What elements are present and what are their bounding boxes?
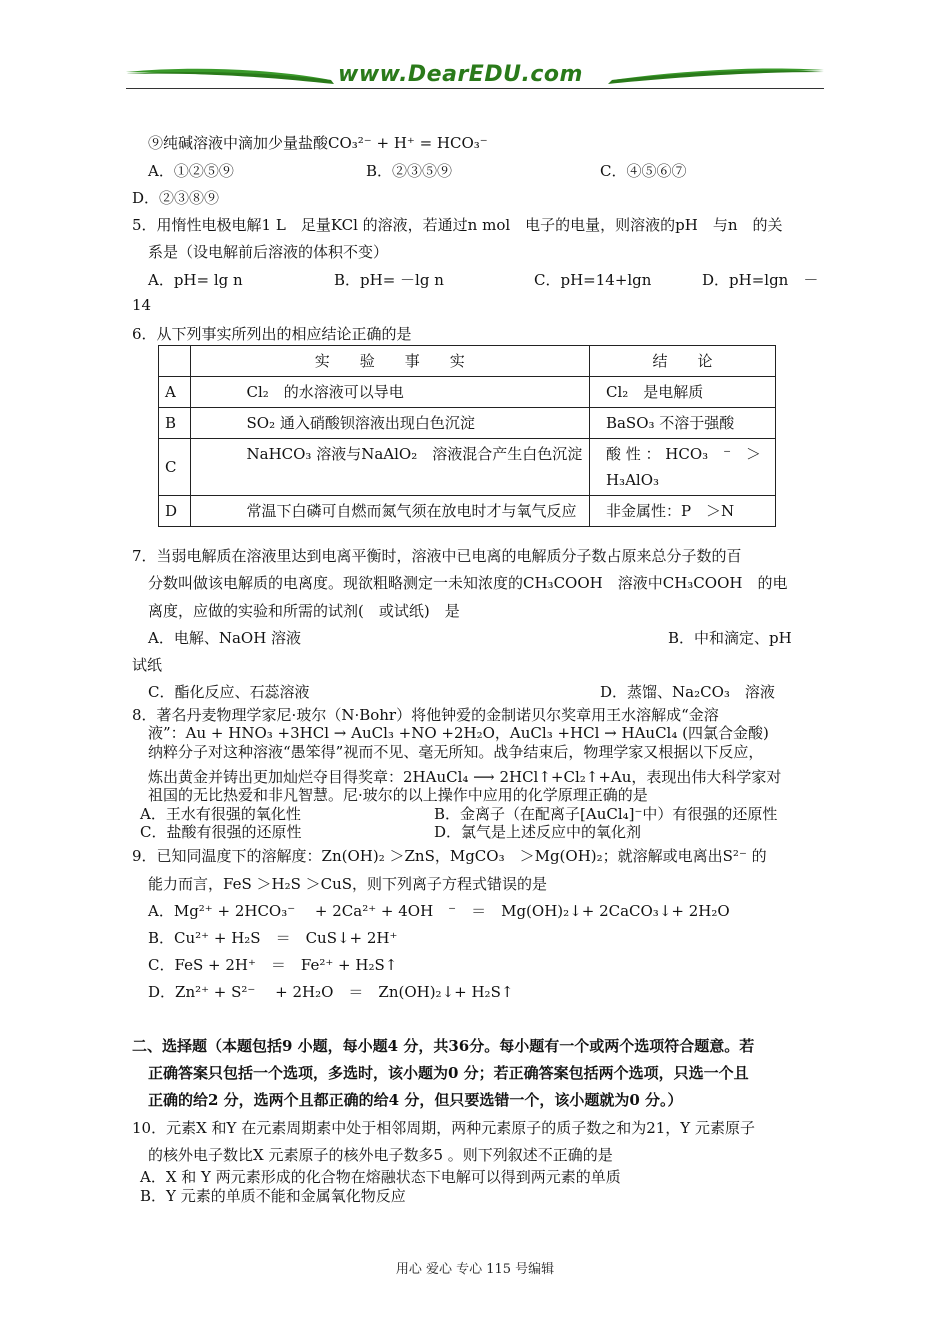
- fact-cell: Cl₂ 的水溶液可以导电: [190, 377, 589, 408]
- q7-option-a: A．电解、NaOH 溶液: [148, 629, 302, 647]
- q7-stem-1: 7．当弱电解质在溶液里达到电离平衡时，溶液中已电离的电解质分子数占原来总分子数的百: [132, 547, 742, 565]
- q8-option-b: B．金离子（在配离子[AuCl₄]⁻中）有很强的还原性: [434, 805, 778, 823]
- q5-option-b: B．pH= －lg n: [334, 271, 444, 289]
- section-2-heading-1: 二、选择题（本题包括9 小题，每小题4 分，共36分。每小题有一个或两个选项符合题意。若: [132, 1037, 755, 1055]
- q7-option-b: B．中和滴定、pH: [668, 629, 792, 647]
- conclusion-cell: Cl₂ 是电解质: [589, 377, 775, 408]
- row-label: B: [159, 408, 191, 439]
- page-footer: 用心 爱心 专心 115 号编辑: [395, 1262, 555, 1277]
- fact-cell: NaHCO₃ 溶液与NaAlO₂ 溶液混合产生白色沉淀: [190, 439, 589, 496]
- conclusion-cell: 非金属性：P ＞N: [589, 496, 775, 527]
- table-row: [159, 496, 776, 527]
- q5-stem-1: 5．用惰性电极电解1 L 足量KCl 的溶液，若通过n mol 电子的电量，则溶液的pH 与n 的关: [132, 216, 783, 234]
- q5-option-d: D．pH=lgn －: [702, 271, 819, 289]
- q9-stem-1: 9．已知同温度下的溶解度：Zn(OH)₂ ＞ZnS，MgCO₃ ＞Mg(OH)₂；就溶解或电离出S²⁻ 的: [132, 847, 767, 865]
- q7-stem-2: 分数叫做该电解质的电离度。现欲粗略测定一未知浓度的CH₃COOH 溶液中CH₃COOH 的电: [148, 574, 788, 592]
- experiment-table: [158, 345, 776, 527]
- fact-cell: SO₂ 通入硝酸钡溶液出现白色沉淀: [190, 408, 589, 439]
- row-label: A: [159, 377, 191, 408]
- q8-stem-3: 纳粹分子对这种溶液“愚笨得”视而不见、毫无所知。战争结束后，物理学家又根据以下反应，: [148, 743, 764, 761]
- q8-stem-2: 液”：Au + HNO₃ +3HCl → AuCl₃ +NO +2H₂O，AuCl₃ +HCl → HAuCl₄ (四氯合金酸): [148, 724, 769, 742]
- q4-option-a: A．①②⑤⑨: [148, 162, 234, 180]
- q8-stem-4: 炼出黄金并铸出更加灿烂夺目得奖章：2HAuCl₄ ⟶ 2HCl↑+Cl₂↑+Au，表现出伟大科学家对: [148, 768, 782, 786]
- q10-option-b: B．Y 元素的单质不能和金属氧化物反应: [140, 1187, 406, 1205]
- q6-stem: 6．从下列事实所列出的相应结论正确的是: [132, 325, 412, 343]
- table-header-cell: 结 论: [589, 346, 775, 377]
- q10-stem-1: 10．元素X 和Y 在元素周期素中处于相邻周期，两种元素原子的质子数之和为21，Y 元素原子: [132, 1119, 755, 1137]
- q9-option-a: A．Mg²⁺ + 2HCO₃⁻ + 2Ca²⁺ + 4OH ⁻ ＝ Mg(OH)₂↓+ 2CaCO₃↓+ 2H₂O: [148, 902, 730, 920]
- table-row: [159, 439, 776, 496]
- table-row: [159, 377, 776, 408]
- q5-option-c: C．pH=14+lgn: [534, 271, 652, 289]
- site-name: www.DearEDU.com: [338, 62, 583, 87]
- q10-stem-2: 的核外电子数比X 元素原子的核外电子数多5 。则下列叙述不正确的是: [148, 1146, 613, 1164]
- row-label: D: [159, 496, 191, 527]
- option-9-line: ⑨纯碱溶液中滴加少量盐酸CO₃²⁻ + H⁺ = HCO₃⁻: [148, 134, 488, 152]
- table-header-row: [159, 346, 776, 377]
- q5-option-a: A．pH= lg n: [148, 271, 243, 289]
- conclusion-cell: BaSO₃ 不溶于强酸: [589, 408, 775, 439]
- q7-option-d: D．蒸馏、Na₂CO₃ 溶液: [600, 683, 775, 701]
- q7-option-c: C．酯化反应、石蕊溶液: [148, 683, 310, 701]
- section-2-heading-3: 正确的给2 分，选两个且都正确的给4 分，但只要选错一个，该小题就为0 分。）: [148, 1091, 683, 1109]
- q9-option-b: B．Cu²⁺ + H₂S ＝ CuS↓+ 2H⁺: [148, 929, 398, 947]
- q4-option-b: B．②③⑤⑨: [366, 162, 453, 180]
- q9-option-d: D．Zn²⁺ + S²⁻ + 2H₂O ＝ Zn(OH)₂↓+ H₂S↑: [148, 983, 514, 1001]
- q8-option-a: A．王水有很强的氧化性: [140, 805, 301, 823]
- q5-option-d-cont: 14: [132, 296, 152, 314]
- table-header-cell: [159, 346, 191, 377]
- q7-option-b-cont: 试纸: [132, 656, 163, 674]
- q10-option-a: A．X 和 Y 两元素形成的化合物在熔融状态下电解可以得到两元素的单质: [140, 1168, 621, 1186]
- table-header-cell: 实 验 事 实: [190, 346, 589, 377]
- row-label: C: [159, 439, 191, 496]
- q5-stem-2: 系是（设电解前后溶液的体积不变）: [148, 243, 389, 261]
- q4-option-d: D．②③⑧⑨: [132, 189, 220, 207]
- fact-cell: 常温下白磷可自燃而氮气须在放电时才与氧气反应: [190, 496, 589, 527]
- q8-stem-5: 祖国的无比热爱和非凡智慧。尼·玻尔的以上操作中应用的化学原理正确的是: [148, 786, 648, 804]
- q9-stem-2: 能力而言，FeS ＞H₂S ＞CuS，则下列离子方程式错误的是: [148, 875, 548, 893]
- conclusion-cell: 酸 性 ： HCO₃ ⁻ ＞ H₃AlO₃: [589, 439, 775, 496]
- q9-option-c: C．FeS + 2H⁺ ＝ Fe²⁺ + H₂S↑: [148, 956, 398, 974]
- q7-stem-3: 离度，应做的实验和所需的试剂( 或试纸) 是: [148, 602, 460, 620]
- q8-option-c: C．盐酸有很强的还原性: [140, 823, 302, 841]
- q8-option-d: D．氯气是上述反应中的氧化剂: [434, 823, 642, 841]
- q4-option-c: C．④⑤⑥⑦: [600, 162, 687, 180]
- q8-stem-1: 8．著名丹麦物理学家尼·玻尔（N·Bohr）将他钟爱的金制诺贝尔奖章用王水溶解成“金溶: [132, 706, 719, 724]
- section-2-heading-2: 正确答案只包括一个选项，多选时，该小题为0 分；若正确答案包括两个选项，只选一个且: [148, 1064, 749, 1082]
- table-row: [159, 408, 776, 439]
- header-rule: [126, 88, 824, 89]
